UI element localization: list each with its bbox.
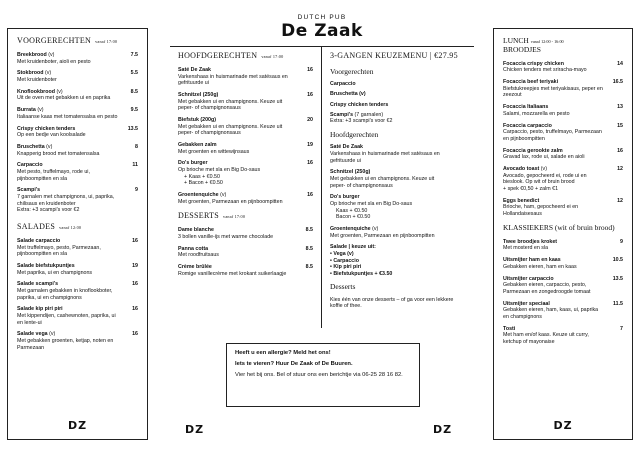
item-name: Gebakken zalm [178, 142, 217, 149]
item-tag: (v) [372, 225, 379, 232]
menu-item [17, 52, 138, 65]
menu-item-name [178, 192, 291, 199]
item-name: Salade biefstukpuntjes [17, 262, 75, 269]
item-desc: Met groenten, Parmezaan en pijnboompitten [178, 198, 283, 205]
item-price: 7.5 [130, 52, 138, 58]
notice-celebrate: Iets te vieren? Huur De Zaak of De Buuren. [235, 361, 353, 368]
item-name: Uitsmijter ham en kaas [503, 257, 561, 264]
item-price: 16 [132, 331, 138, 338]
menu-header [170, 14, 474, 41]
menu-item [178, 264, 313, 277]
menu-item-text [17, 144, 119, 157]
item-price: 8.5 [305, 245, 313, 252]
menu-item-text [330, 144, 444, 164]
menu-item-text [178, 67, 291, 87]
menu-item-text [17, 306, 119, 326]
item-name: Saté De Zaak [178, 67, 211, 73]
item-name: Scampi's [17, 187, 41, 194]
item-desc: Uit de oven met gebakken ui en paprika [17, 95, 111, 102]
item-name: Focaccia gerookte zalm [503, 147, 563, 154]
menu-item-name [17, 263, 119, 270]
item-name: Saté De Zaak [330, 144, 363, 151]
brand-title: De Zaak [281, 21, 363, 42]
item-desc: Met gebakken ui en champignons. Keuze uit peper- of champignonsaus [178, 123, 283, 137]
menu-item-name [330, 169, 444, 176]
menu-item-text [503, 123, 604, 143]
menu-item-text [17, 331, 119, 351]
menu-item-text [503, 276, 604, 296]
pub-label: DUTCH PUB [297, 14, 347, 21]
item-tag: (v) [44, 70, 52, 77]
item-desc: Knapperig brood met tomatensalsa [17, 150, 100, 157]
item-price: 9 [620, 238, 623, 245]
menu-item-name [503, 61, 604, 68]
menu-item-text [17, 70, 119, 83]
item-name: Twee broodjes kroket [503, 238, 558, 245]
item-name: Salade carpaccio [17, 237, 61, 244]
item-price: 19 [307, 142, 313, 149]
item-price: 16 [307, 192, 313, 199]
item-desc: Biefstukreepjes met teriyakisaus, peper en zeezout [503, 85, 603, 99]
menu-item-name [503, 326, 604, 333]
3g-voor-item: Carpaccio [330, 81, 356, 88]
item-desc: Gravad lax, rode ui, salade en aioli [503, 154, 585, 161]
menu-item-text [503, 148, 604, 161]
item-price: 19 [132, 262, 138, 269]
item-desc: Varkenshaas in huismarinade met satésaus en gefrituurde ui [178, 73, 288, 87]
item-desc: Carpaccio, pesto, truffelmayo, Parmezaan en pijnboompitten [503, 129, 602, 142]
3g-voor-item: Crispy chicken tenders [330, 101, 389, 108]
item-name: Dame blanche [178, 227, 214, 234]
menu-item-name [17, 238, 119, 245]
item-desc: 3 bollen vanille-ijs met warme chocolade [178, 233, 274, 240]
menu-item [17, 331, 138, 351]
item-desc: Op een bedje van koolsalade [17, 132, 86, 139]
menu-item [503, 301, 623, 321]
lunch-list [503, 61, 623, 218]
menu-item [17, 281, 138, 301]
klassiekers-list [503, 239, 623, 346]
menu-item [17, 70, 138, 83]
menu-item-name [178, 117, 291, 124]
item-desc: Chicken tenders met sriracha-mayo [503, 67, 587, 74]
menu-item-text [17, 126, 119, 139]
menu-item [503, 79, 623, 99]
menu-item [178, 67, 313, 87]
dz-logo: DZ [185, 423, 205, 436]
item-tag: (v) [48, 52, 55, 58]
3g-dessert-desc: Kies één van onze desserts – of ga voor een lekkere koffie of thee. [330, 296, 454, 310]
menu-item [17, 162, 138, 182]
menu-item-name [330, 194, 444, 201]
menu-item [17, 126, 138, 139]
item-desc: Met kruidenboter [17, 77, 57, 84]
menu-item-name [178, 160, 291, 167]
item-name: Salade vega [17, 331, 48, 338]
item-name: Focaccia beef teriyaki [503, 79, 559, 86]
menu-item-text [503, 61, 604, 74]
menu-item-name [17, 306, 119, 313]
menu-item-name [503, 148, 604, 155]
menu-item-name [178, 227, 291, 234]
item-desc: Op brioche met sla en Big Do-saus [330, 200, 413, 207]
item-desc: Salami, mozzarella en pesto [503, 110, 570, 117]
menu-item [330, 169, 466, 189]
3g-voor-item: Bruschetta (v) [330, 91, 366, 98]
item-desc: Met truffelmayo, pesto, Parmezaan, pijnboompitten en sla [17, 244, 101, 258]
menu-item-name [178, 142, 291, 149]
menu-item [330, 144, 466, 164]
item-name: Eggs benedict [503, 197, 540, 204]
sub-title-hoofdgerechten: Hoofdgerechten [330, 129, 379, 139]
menu-item-name [330, 144, 444, 151]
voorgerechten-list [17, 52, 138, 214]
menu-item [503, 61, 623, 74]
item-desc: Met groenten, Parmezaan en pijnboompitten [330, 232, 435, 239]
menu-item-name [503, 166, 604, 173]
item-name: Focaccia carpaccio [503, 122, 552, 129]
menu-item-text [17, 107, 119, 120]
menu-item-text [17, 238, 119, 258]
item-name: Biefstuk (200g) [178, 117, 216, 124]
item-option: + Kaas + €0.50 [184, 173, 220, 180]
menu-item [17, 238, 138, 258]
item-price: 14 [617, 60, 623, 67]
notice-allergy: Heeft u een allergie? Meld het ons! [235, 350, 331, 356]
menu-item-name [178, 67, 291, 74]
item-name: Groentenquiche [330, 225, 371, 232]
menu-item-name [17, 107, 119, 114]
menu-item-text [503, 198, 604, 218]
menu-item-text [178, 227, 291, 240]
dz-logo: DZ [433, 423, 453, 436]
item-price: 16 [132, 237, 138, 244]
menu-item [17, 187, 138, 213]
dz-logo: DZ [67, 419, 88, 433]
item-price: 11.5 [612, 300, 623, 307]
item-desc: Met gebakken groenten, ketjap, noten en Parmezaan [17, 337, 114, 351]
3g-hoofd-list [330, 144, 466, 239]
menu-item-name [17, 331, 119, 338]
item-price: 16 [307, 160, 313, 167]
sub-title-voorgerechten: Voorgerechten [330, 67, 374, 76]
3g-salade: Salade | keuze uit: • Vega (v) • Carpaccio • Kip piri piri • Biefstukpuntjes + €3.50 [330, 244, 466, 277]
menu-item [503, 239, 623, 252]
menu-item [503, 166, 623, 192]
section-title-salades: SALADES vanaf 12:00 [17, 221, 82, 231]
menu-item [178, 246, 313, 259]
item-name: Carpaccio [17, 162, 43, 169]
item-name: Tosti [503, 325, 516, 332]
menu-item-text [17, 187, 119, 213]
menu-item-text [503, 239, 604, 252]
item-tag: (v) [56, 88, 63, 95]
item-price: 7 [620, 325, 623, 332]
menu-item-text [330, 226, 444, 239]
item-desc: Met pesto, truffelmayo, rode ui, pijnboompitten en sla [17, 169, 90, 182]
item-price: 16 [617, 147, 623, 154]
item-name: Uitsmijter speciaal [503, 300, 550, 307]
3g-salade-option: • Kip piri piri [330, 264, 362, 271]
item-name: Salade kip piri piri [17, 306, 63, 313]
column-3-gangen [322, 46, 474, 328]
item-tag: (v) [220, 192, 227, 199]
menu-item-text [17, 263, 119, 276]
menu-item-name [17, 70, 119, 77]
item-price: 12 [617, 166, 623, 172]
menu-item-name [17, 281, 119, 288]
section-title-hoofdgerechten: HOOFDGERECHTEN vanaf 17:00 [178, 51, 284, 60]
menu-item-name [178, 246, 291, 253]
menu-item [178, 192, 313, 205]
item-desc: Met roodfruitsaus [178, 252, 219, 259]
item-desc: Avocado, gepocheerd ei, rode ui en bieslook. Op wit of bruin brood [503, 172, 587, 186]
item-name: Focaccia Italiaans [503, 104, 549, 111]
hoofdgerechten-list [178, 67, 313, 205]
item-name: Salade scampi's [17, 281, 59, 288]
3g-salade-option: • Carpaccio [330, 257, 359, 264]
item-price: 11 [132, 162, 138, 169]
item-name: Do's burger [178, 160, 208, 167]
item-name: Burrata [17, 107, 36, 114]
item-name: Bruschetta [17, 144, 45, 151]
item-name: Crème brûlée [178, 264, 212, 271]
section-title-voorgerechten: VOORGERECHTEN vanaf 17:00 [17, 36, 118, 45]
menu-item-name [17, 144, 119, 151]
item-desc: Met garnalen gebakken in knoflookboter, paprika, ui en champignons [17, 287, 113, 301]
menu-item [178, 160, 313, 186]
menu-item [503, 257, 623, 270]
menu-item-text [178, 92, 291, 112]
menu-item [330, 194, 466, 220]
menu-item-text [503, 79, 604, 99]
menu-item-name [178, 264, 291, 271]
sub-title-desserts: Desserts [330, 282, 356, 292]
menu-item-text [330, 194, 444, 220]
item-price: 13.5 [612, 275, 623, 282]
item-desc: Met mosterd en sla [503, 245, 549, 252]
item-desc: Gebakken eieren, ham en kaas [503, 263, 577, 270]
item-price: 8.5 [130, 88, 138, 95]
salades-list [17, 238, 138, 351]
item-price: 8.5 [305, 264, 313, 271]
notice-box [226, 343, 420, 407]
item-name: Groentenquiche [178, 192, 219, 199]
item-desc: Gebakken eieren, ham, kaas, ui, paprika en champignons [503, 307, 599, 320]
item-price: 16 [307, 67, 313, 73]
menu-item [503, 148, 623, 161]
column-hoofdgerechten [170, 46, 322, 328]
item-extra: Extra: +3 scampi's voor €2 [17, 207, 80, 214]
item-price: 9 [135, 187, 138, 194]
menu-item-name [17, 126, 119, 133]
item-name: Schnitzel (250g) [178, 92, 219, 99]
menu-item-name [17, 162, 119, 169]
item-price: 8.5 [305, 227, 313, 234]
item-price: 9.5 [130, 107, 138, 114]
3g-voor-list [330, 81, 466, 108]
item-price: 13 [617, 104, 623, 111]
menu-item [330, 226, 466, 239]
section-title-klassiekers: KLASSIEKERS (wit of bruin brood) [503, 223, 615, 233]
column-voorgerechten [7, 28, 148, 440]
item-price: 16 [132, 281, 138, 288]
3g-salade-option: • Biefstukpuntjes + €3.50 [330, 270, 393, 277]
menu-item-text [178, 246, 291, 259]
menu-item-name [17, 52, 119, 59]
item-option: + Bacon + €0.50 [184, 180, 223, 187]
item-name: Knoflookbrood [17, 88, 55, 95]
item-price: 13.5 [127, 125, 138, 132]
item-desc: Met ham en/of kaas. Keuze uit curry, ketchup of mayonaise [503, 332, 589, 345]
item-desc: Met paprika, ui en champignons [17, 269, 93, 276]
item-desc: Romige vanillecrème met krokant suikerlaagje [178, 270, 287, 277]
menu-item-text [178, 160, 291, 186]
menu-item [17, 107, 138, 120]
menu-item-text [17, 281, 119, 301]
menu-item-name [503, 123, 604, 130]
menu-item-name [503, 79, 604, 86]
menu-item-text [330, 169, 444, 189]
item-price: 5.5 [130, 70, 138, 77]
item-option: Kaas + €0.50 [336, 207, 368, 214]
menu-item-name [503, 257, 604, 264]
item-desc: Op brioche met sla en Big Do-saus [178, 167, 261, 174]
menu-item-text [503, 326, 604, 346]
item-name: Stokbrood [17, 70, 44, 77]
menu-item [503, 276, 623, 296]
item-price: 20 [307, 117, 313, 124]
item-desc: 7 garnalen met champignons, ui, paprika, chilisaus en kruidenboter [17, 194, 115, 207]
menu-item-text [178, 117, 291, 137]
menu-item-name [330, 226, 444, 233]
menu-item-name [17, 187, 119, 194]
item-tag: (v) [46, 144, 53, 151]
menu-item-name [178, 92, 291, 99]
item-tag: (v) [540, 166, 547, 172]
menu-item-text [503, 257, 604, 270]
menu-item [178, 117, 313, 137]
menu-item-text [17, 52, 119, 65]
menu-item [503, 104, 623, 117]
item-name: Schnitzel (250g) [330, 169, 371, 176]
item-price: 16 [307, 92, 313, 99]
item-tag: (v) [37, 107, 44, 114]
item-name: Breekbrood [17, 52, 47, 58]
item-name: Uitsmijter carpaccio [503, 275, 554, 282]
item-name: Panna cotta [178, 245, 209, 252]
item-price: 15 [617, 122, 623, 129]
item-desc: Italiaanse kaas met tomatensalsa en pesto [17, 113, 118, 120]
menu-item [503, 326, 623, 346]
menu-item-name [503, 276, 604, 283]
menu-item-text [178, 264, 291, 277]
menu-item [178, 92, 313, 112]
item-price: 10.5 [612, 257, 623, 264]
notice-contact: Vier het bij ons. Bel of stuur ons een berichtje via 06-25 28 16 82. [235, 372, 403, 379]
item-desc: Brioche, ham, gepocheerd ei en Hollandaisesaus [503, 204, 579, 217]
menu-item [178, 142, 313, 155]
item-tag: (v) [49, 331, 56, 338]
item-desc: Met gebakken ui en champignons. Keuze uit peper- of champignonsaus [330, 175, 435, 189]
item-name: Avocado toast [503, 166, 540, 172]
menu-item-text [178, 192, 291, 205]
menu-item [17, 89, 138, 102]
item-price: 12 [617, 197, 623, 204]
menu-item-text [17, 89, 119, 102]
item-price: 16 [132, 306, 138, 313]
section-subtitle-broodjes: BROODJES [503, 45, 541, 55]
menu-item-text [178, 142, 291, 155]
item-desc: Met kruidenboter, aioli en pesto [17, 58, 91, 65]
menu-item [17, 306, 138, 326]
section-title-lunch: LUNCH vanaf 12:00 - 16:00 [503, 36, 564, 45]
menu-item [503, 198, 623, 218]
item-price: 8 [135, 144, 138, 151]
item-desc: Gebakken eieren, carpaccio, pesto, Parmezaan en zongedroogde tomaat [503, 282, 591, 295]
menu-item [178, 227, 313, 240]
menu-item-name [503, 104, 604, 111]
menu-item-name [17, 89, 119, 96]
dz-logo: DZ [553, 419, 573, 433]
item-name: Focaccia crispy chicken [503, 60, 564, 67]
menu-item [503, 123, 623, 143]
item-desc: Met kippendijen, cashewnoten, paprika, ui en lente-ui [17, 312, 116, 326]
item-desc: Met gebakken ui en champignons. Keuze uit peper- of champignonsaus [178, 98, 283, 112]
desserts-list [178, 227, 313, 277]
menu-item [17, 263, 138, 276]
column-lunch [493, 28, 633, 440]
item-name: Do's burger [330, 194, 360, 201]
menu-item-name [503, 301, 604, 308]
3g-salade-option: • Vega (v) [330, 250, 354, 257]
section-title-3-gangen: 3-GANGEN KEUZEMENU | €27.95 [330, 51, 458, 60]
item-price: 16.5 [612, 79, 623, 86]
item-desc: Varkenshaas in huismarinade met satésaus en gefrituurde ui [330, 150, 440, 164]
3g-scampi: Scampi's (7 garnalen) Extra: +3 scampi's voor €2 [330, 111, 393, 125]
menu-item-text [503, 104, 604, 117]
item-name: Crispy chicken tenders [17, 125, 76, 132]
menu-item-text [17, 162, 119, 182]
menu-item-text [503, 301, 604, 321]
item-desc: Met groenten en wittewijnsaus [178, 148, 250, 155]
menu-item [17, 144, 138, 157]
item-option: Bacon + €0.50 [336, 214, 371, 221]
section-title-desserts: DESSERTS vanaf 17:00 [178, 211, 246, 221]
item-extra: + spek €0,50 + zalm €1 [503, 185, 559, 192]
menu-item-text [503, 166, 604, 192]
menu-item-name [503, 239, 604, 246]
menu-item-name [503, 198, 604, 205]
